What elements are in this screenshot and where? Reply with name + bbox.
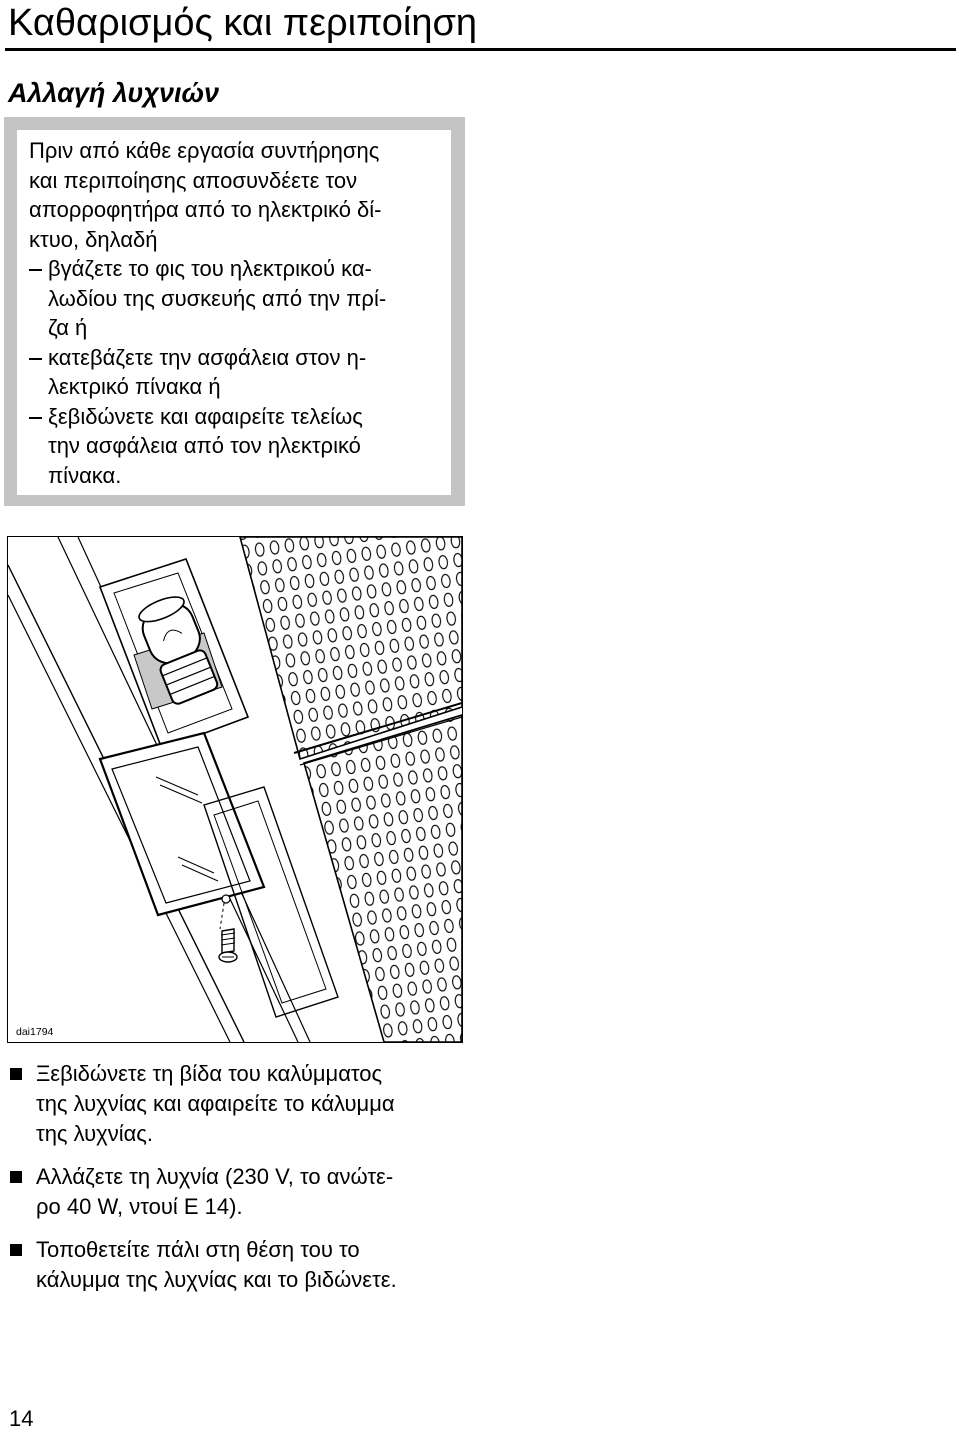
figure-label: dai1794: [16, 1026, 54, 1038]
screw-icon: [219, 895, 237, 962]
step-item: [10, 1235, 470, 1295]
warning-option-line: βγάζετε το φις του ηλεκτρικού κα-: [29, 254, 449, 284]
step-item: [10, 1162, 470, 1222]
warning-intro-line: και περιποίησης αποσυνδέετε τον: [29, 167, 358, 193]
step-line: της λυχνίας και αφαιρείτε το κάλυμμα: [36, 1091, 395, 1116]
step-line: Ξεβιδώνετε τη βίδα του καλύμματος: [36, 1061, 383, 1086]
warning-intro-line: Πριν από κάθε εργασία συντήρησης: [29, 138, 380, 163]
step-line: ρο 40 W, ντουί E 14).: [36, 1194, 243, 1219]
warning-intro-line: κτυο, δηλαδή: [29, 226, 158, 252]
bullet-square-icon: [10, 1171, 22, 1183]
lamp-cover: [100, 733, 264, 915]
step-line: της λυχνίας.: [36, 1121, 154, 1146]
warning-option-line: ξεβιδώνετε και αφαιρείτε τελείως: [29, 402, 449, 432]
page-title: Καθαρισμός και περιποίηση: [8, 2, 478, 44]
step-line: Αλλάζετε τη λυχνία (230 V, το ανώτε-: [36, 1164, 394, 1189]
bullet-square-icon: [10, 1068, 22, 1080]
warning-option-line: πίνακα.: [48, 462, 122, 488]
step-line: κάλυμμα της λυχνίας και το βιδώνετε.: [36, 1267, 397, 1292]
grease-filter-lower: [304, 715, 462, 1042]
step-line: Τοποθετείτε πάλι στη θέση του το: [36, 1237, 360, 1262]
section-title: Αλλαγή λυχνιών: [8, 78, 220, 108]
warning-intro-line: απορροφητήρα από το ηλεκτρικό δί-: [29, 197, 382, 222]
warning-option-line: την ασφάλεια από τον ηλεκτρικό: [48, 433, 361, 458]
title-rule: [5, 48, 956, 51]
warning-option-line: ζα ή: [48, 315, 88, 340]
bullet-square-icon: [10, 1244, 22, 1256]
warning-box: [4, 117, 465, 506]
step-item: [10, 1059, 470, 1149]
warning-option-line: κατεβάζετε την ασφάλεια στον η-: [29, 343, 449, 373]
warning-option-line: λεκτρικό πίνακα ή: [48, 374, 221, 399]
warning-inner: [17, 130, 451, 495]
lamp-replacement-illustration: [7, 536, 463, 1043]
instruction-steps: [10, 1059, 470, 1308]
illustration-drawing: [8, 537, 462, 1042]
warning-option-line: λωδίου της συσκευής από την πρί-: [48, 285, 387, 311]
page-number: 14: [9, 1406, 34, 1431]
warning-text: [29, 136, 449, 490]
